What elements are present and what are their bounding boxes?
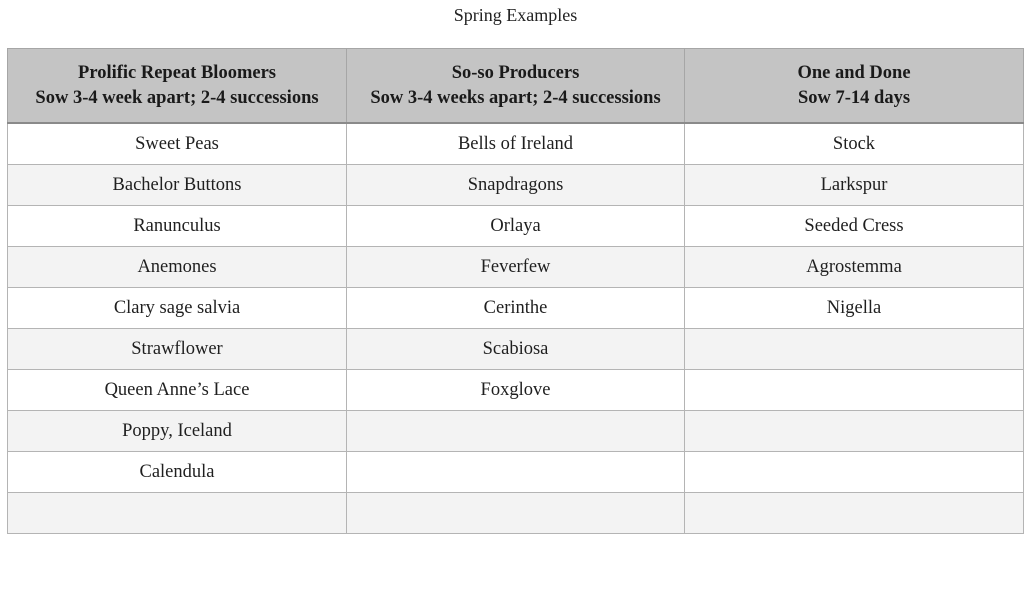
table-cell: Strawflower: [8, 329, 347, 370]
table-cell: Bachelor Buttons: [8, 165, 347, 206]
header-subtitle: Sow 7-14 days: [797, 87, 911, 108]
table-cell: Stock: [685, 123, 1024, 165]
table-cell: Feverfew: [347, 247, 685, 288]
table-cell: Nigella: [685, 288, 1024, 329]
table-row: [8, 247, 1024, 288]
table-cell: Seeded Cress: [685, 206, 1024, 247]
spring-examples-table: [7, 48, 1024, 534]
table-cell: Clary sage salvia: [8, 288, 347, 329]
table-cell: [685, 329, 1024, 370]
table-cell: Foxglove: [347, 370, 685, 411]
table-cell: [8, 493, 347, 534]
table-cell: Ranunculus: [8, 206, 347, 247]
table-header-row: [8, 49, 1024, 124]
table-cell: Sweet Peas: [8, 123, 347, 165]
table-cell: Bells of Ireland: [347, 123, 685, 165]
header-so-so-producers: [347, 49, 685, 124]
table-cell: Snapdragons: [347, 165, 685, 206]
header-title: Prolific Repeat Bloomers: [78, 62, 276, 83]
header-prolific-repeat-bloomers: [8, 49, 347, 124]
table-row: [8, 370, 1024, 411]
table-row: [8, 165, 1024, 206]
table-cell: [347, 411, 685, 452]
table-row: [8, 206, 1024, 247]
page-title: Spring Examples: [453, 5, 578, 25]
header-title: One and Done: [797, 62, 911, 83]
header-one-and-done: [685, 49, 1024, 124]
table-row: [8, 123, 1024, 165]
table-cell: Poppy, Iceland: [8, 411, 347, 452]
table-row: [8, 329, 1024, 370]
table-cell: Calendula: [8, 452, 347, 493]
table-cell: Larkspur: [685, 165, 1024, 206]
table-cell: Cerinthe: [347, 288, 685, 329]
header-subtitle: Sow 3-4 weeks apart; 2-4 successions: [370, 87, 661, 108]
header-title: So-so Producers: [451, 62, 580, 83]
table-cell: [685, 411, 1024, 452]
table-cell: [685, 370, 1024, 411]
table-row: [8, 288, 1024, 329]
table-cell: [347, 452, 685, 493]
table-cell: Orlaya: [347, 206, 685, 247]
table-cell: [347, 493, 685, 534]
table-cell: Agrostemma: [685, 247, 1024, 288]
table-cell: [685, 452, 1024, 493]
table-row: [8, 411, 1024, 452]
table-cell: Anemones: [8, 247, 347, 288]
table-row: [8, 493, 1024, 534]
header-subtitle: Sow 3-4 week apart; 2-4 successions: [35, 87, 319, 108]
table-cell: Queen Anne’s Lace: [8, 370, 347, 411]
table-cell: Scabiosa: [347, 329, 685, 370]
table-row: [8, 452, 1024, 493]
table-cell: [685, 493, 1024, 534]
